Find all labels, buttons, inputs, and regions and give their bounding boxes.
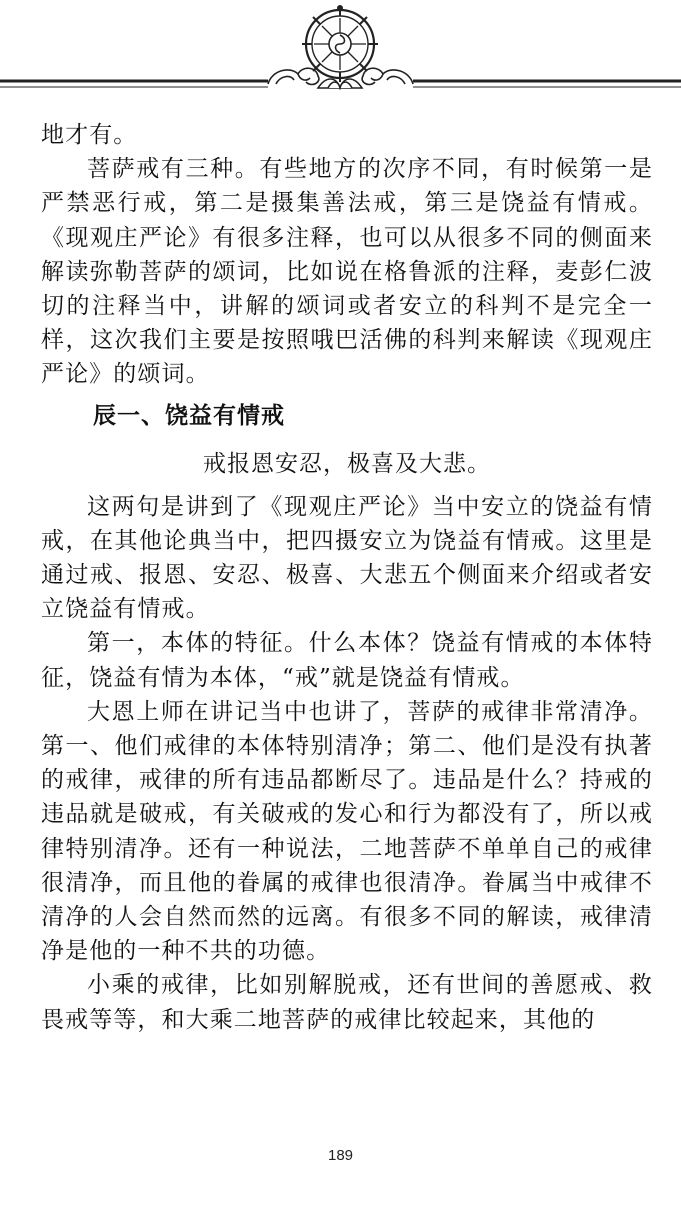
page-number: 189	[327, 1147, 354, 1164]
page-body	[41, 118, 653, 1037]
dharma-wheel-icon	[302, 5, 378, 82]
paragraph-continuation: 地才有。	[41, 122, 138, 148]
root-verse: 戒报恩安忍，极喜及大悲。	[203, 450, 491, 477]
paragraph-comparison: 小乘的戒律，比如别解脱戒，还有世间的善愿戒、救畏戒等等，和大乘二地菩萨的戒律比较起来，其他的	[41, 972, 653, 1033]
paragraph-explanation: 这两句是讲到了《现观庄严论》当中安立的饶益有情戒，在其他论典当中，把四摄安立为饶益有情戒。这里是通过戒、报恩、安忍、极喜、大悲五个侧面来介绍或者安立饶益有情戒。	[41, 493, 653, 623]
cloud-scroll-left-icon	[268, 68, 319, 84]
paragraph-purity: 大恩上师在讲记当中也讲了，菩萨的戒律非常清净。第一、他们戒律的本体特别清净；第二、他们是没有执著的戒律，戒律的所有违品都断尽了。违品是什么？持戒的违品就是破戒，有关破戒的发心和行为都没有了，所以戒律特别清净。还有一种说法，二地菩萨不单单自己的戒律很清净，而且他的眷属的戒律也很清净。眷属当中戒律不清净的人会自然而然的远离。有很多不同的解读，戒律清净是他的一种不共的功德。	[41, 698, 653, 965]
paragraph-three-precepts: 菩萨戒有三种。有些地方的次序不同，有时候第一是严禁恶行戒，第二是摄集善法戒，第三是饶益有情戒。《现观庄严论》有很多注释，也可以从很多不同的侧面来解读弥勒菩萨的颂词，比如说在格鲁派的注释，麦彭仁波切的注释当中，讲解的颂词或者安立的科判不是完全一样，这次我们主要是按照哦巴活佛的科判来解读《现观庄严论》的颂词。	[41, 156, 653, 388]
header-dharma-wheel-ornament	[0, 0, 681, 110]
cloud-scroll-right-icon	[362, 68, 413, 84]
section-heading: 辰一、饶益有情戒	[93, 402, 285, 429]
paragraph-essence: 第一，本体的特征。什么本体？饶益有情戒的本体特征，饶益有情为本体，“戒”就是饶益有情戒。	[41, 630, 653, 691]
